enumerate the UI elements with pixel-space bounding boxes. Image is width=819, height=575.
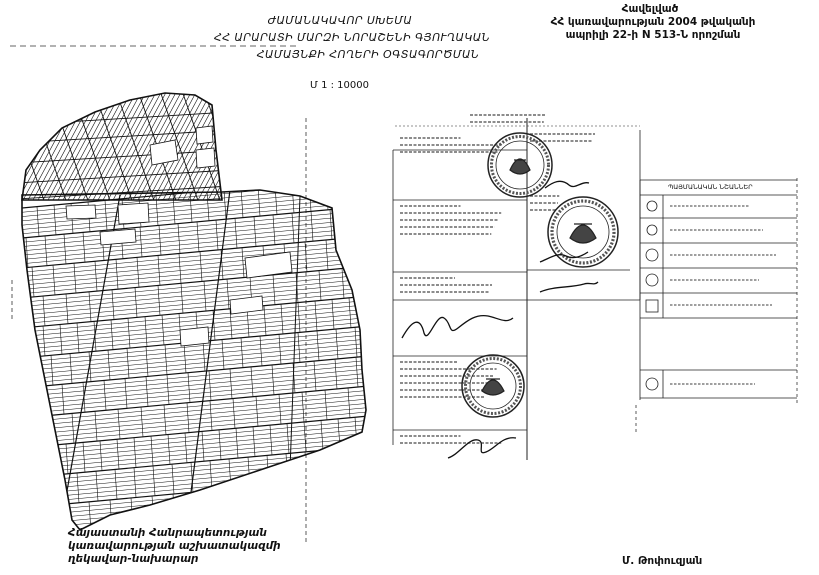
- parcel-line: [220, 85, 290, 215]
- band-boundary: [0, 295, 380, 330]
- parcel-boundary: [0, 112, 230, 126]
- parcel-divider: [285, 514, 287, 544]
- parcel-line: [0, 278, 380, 313]
- parcel-divider: [32, 537, 34, 567]
- empty-plot: [196, 148, 215, 168]
- parcel-divider: [362, 477, 364, 507]
- parcel-divider: [349, 208, 351, 238]
- approval-papers: [393, 115, 640, 460]
- parcel-boundary: [0, 85, 5, 215]
- parcel-divider: [58, 475, 60, 505]
- parcel-line: [0, 197, 380, 232]
- parcel-boundary: [0, 130, 230, 144]
- annex-line-2: ապրիլի 22-ի N 513-Ն որոշման: [565, 29, 741, 41]
- parcel-line: [0, 85, 20, 215]
- parcel-line: [0, 449, 380, 484]
- parcel-line: [0, 377, 380, 412]
- stamp-3: [462, 355, 524, 417]
- parcel-line: [0, 467, 380, 502]
- annex-line-1: ՀՀ կառավարության 2004 թվականի: [550, 16, 756, 28]
- map-scale: Մ 1 : 10000: [310, 80, 369, 91]
- parcel-divider: [215, 490, 217, 520]
- cadastral-map: [0, 85, 380, 567]
- stamp-emblem: [570, 224, 596, 243]
- parcel-line: [0, 458, 380, 493]
- parcel-line: [185, 85, 255, 215]
- parcel-divider: [360, 177, 362, 207]
- parcel-line: [0, 428, 380, 463]
- parcel-divider: [343, 448, 345, 478]
- empty-plot: [118, 203, 149, 224]
- parcel-divider: [32, 447, 34, 477]
- parcel-line: [0, 398, 380, 433]
- legend-header: ՊԱՅՄԱՆԱԿԱՆ ՆՇԱՆՆԵՐ: [668, 183, 753, 191]
- band-boundary: [0, 205, 380, 240]
- parcel-line: [0, 347, 380, 382]
- parcel-line: [75, 85, 145, 215]
- parcel-divider: [338, 419, 340, 449]
- signature: [448, 438, 516, 458]
- parcel-divider: [39, 476, 41, 506]
- legend-symbol: [647, 225, 657, 235]
- parcel-line: [0, 291, 380, 326]
- legend-symbol: [647, 201, 657, 211]
- empty-plot: [66, 205, 96, 219]
- band-boundary: [0, 265, 380, 300]
- parcel-divider: [20, 478, 22, 508]
- parcel-divider: [299, 482, 301, 512]
- map-lower-parcels: [0, 175, 380, 567]
- parcel-divider: [49, 445, 51, 475]
- parcel-divider: [324, 450, 326, 480]
- stamp-2: [548, 197, 618, 267]
- parcel-line: [0, 218, 380, 253]
- signature: [540, 282, 598, 292]
- parcel-line: [245, 85, 315, 215]
- parcel-line: [0, 274, 380, 309]
- signatory-line-2: կառավարության աշխատակազմի: [68, 540, 281, 552]
- road-line: [190, 190, 230, 500]
- parcel-divider: [341, 479, 343, 509]
- parcel-divider: [32, 357, 34, 387]
- parcel-line: [255, 85, 325, 215]
- parcel-divider: [374, 326, 376, 356]
- parcel-divider: [368, 236, 370, 266]
- parcel-divider: [26, 418, 28, 448]
- parcel-divider: [26, 328, 28, 358]
- parcel-divider: [152, 496, 154, 526]
- parcel-line: [0, 351, 380, 386]
- legend-illegible-text: [670, 206, 776, 384]
- parcel-divider: [55, 535, 57, 565]
- empty-plot: [180, 327, 209, 346]
- title-line-3: ՀԱՄԱՅՆՔԻ ՀՈՂԵՐԻ ՕԳՏԱԳՈՐԾՄԱՆ: [256, 48, 480, 61]
- parcel-divider: [371, 386, 373, 416]
- parcel-divider: [355, 417, 357, 447]
- parcel-line: [0, 85, 15, 215]
- stamp-1: [488, 133, 552, 197]
- parcel-divider: [354, 507, 356, 537]
- parcel-line: [0, 227, 380, 262]
- parcel-divider: [366, 296, 368, 326]
- band-boundary: [0, 415, 380, 450]
- parcel-divider: [308, 512, 310, 542]
- signature: [402, 316, 513, 338]
- parcel-divider: [362, 447, 364, 477]
- parcel-line: [0, 231, 380, 266]
- signatory-line-1: Հայաստանի Հանրապետության: [68, 527, 267, 539]
- parcel-line: [90, 85, 160, 215]
- parcel-line: [0, 85, 5, 215]
- parcel-divider: [286, 454, 288, 484]
- parcel-boundary: [224, 85, 269, 215]
- parcel-divider: [347, 238, 349, 268]
- parcel-divider: [368, 206, 370, 236]
- parcel-divider: [20, 388, 22, 418]
- signatory-line-3: ղեկավար-նախարար: [68, 553, 199, 565]
- parcel-line: [0, 359, 380, 394]
- parcel-line: [0, 492, 380, 527]
- parcel-divider: [331, 510, 333, 540]
- parcel-divider: [47, 506, 49, 536]
- parcel-divider: [194, 492, 196, 522]
- parcel-line: [0, 257, 380, 292]
- band-boundary: [0, 385, 380, 420]
- parcel-line: [250, 85, 320, 215]
- stamp-emblem: [482, 379, 504, 395]
- parcel-divider: [26, 508, 28, 538]
- band-boundary: [0, 445, 380, 480]
- title-line-2: ՀՀ ԱՐԱՐԱՏԻ ՄԱՐԶԻ ՆՈՐԱՇԵՆԻ ԳՅՈՒՂԱԿԱՆ: [213, 31, 491, 44]
- parcel-line: [0, 201, 380, 236]
- parcel-line: [50, 85, 120, 215]
- parcel-line: [0, 479, 380, 514]
- parcel-line: [0, 454, 380, 489]
- parcel-divider: [365, 266, 367, 296]
- parcel-line: [0, 364, 380, 399]
- parcel-divider: [267, 455, 269, 485]
- parcel-divider: [257, 486, 259, 516]
- parcel-divider: [49, 415, 51, 445]
- parcel-line: [0, 244, 380, 279]
- dashed-guides: [10, 46, 797, 545]
- legend-symbol: [646, 249, 658, 261]
- parcel-line: [0, 269, 380, 304]
- annex-label: Հավելված: [621, 3, 679, 15]
- parcel-divider: [278, 484, 280, 514]
- parcel-line: [0, 248, 380, 283]
- legend-symbol: [646, 378, 658, 390]
- empty-plot: [196, 126, 213, 144]
- parcel-divider: [320, 481, 322, 511]
- parcel-line: [0, 484, 380, 519]
- parcel-line: [0, 287, 380, 322]
- parcel-line: [0, 368, 380, 403]
- parcel-divider: [20, 298, 22, 328]
- empty-plot: [230, 296, 263, 314]
- parcel-divider: [229, 459, 231, 489]
- legend-table: [640, 180, 797, 400]
- parcel-line: [230, 85, 300, 215]
- empty-plot: [100, 229, 136, 245]
- parcel-line: [0, 239, 380, 274]
- parcel-line: [0, 214, 380, 249]
- band-boundary: [0, 235, 380, 270]
- parcel-line: [0, 209, 380, 244]
- parcel-line: [210, 85, 280, 215]
- legend-symbol: [646, 300, 658, 312]
- parcel-divider: [41, 386, 43, 416]
- parcel-line: [225, 85, 295, 215]
- parcel-line: [0, 471, 380, 506]
- parcel-divider: [343, 178, 345, 208]
- legend-symbol: [646, 274, 658, 286]
- parcel-line: [0, 261, 380, 296]
- title-line-1: ԺԱՄԱՆԱԿԱՎՈՐ ՍԽԵՄԱ: [267, 14, 413, 27]
- band-boundary: [0, 355, 380, 390]
- parcel-divider: [131, 498, 133, 528]
- parcel-divider: [248, 457, 250, 487]
- parcel-line: [0, 85, 10, 215]
- signer-name: Մ. Թոփուզյան: [622, 555, 703, 567]
- parcel-divider: [236, 488, 238, 518]
- parcel-divider: [372, 416, 374, 446]
- parcel-line: [0, 389, 380, 424]
- signature: [545, 181, 589, 188]
